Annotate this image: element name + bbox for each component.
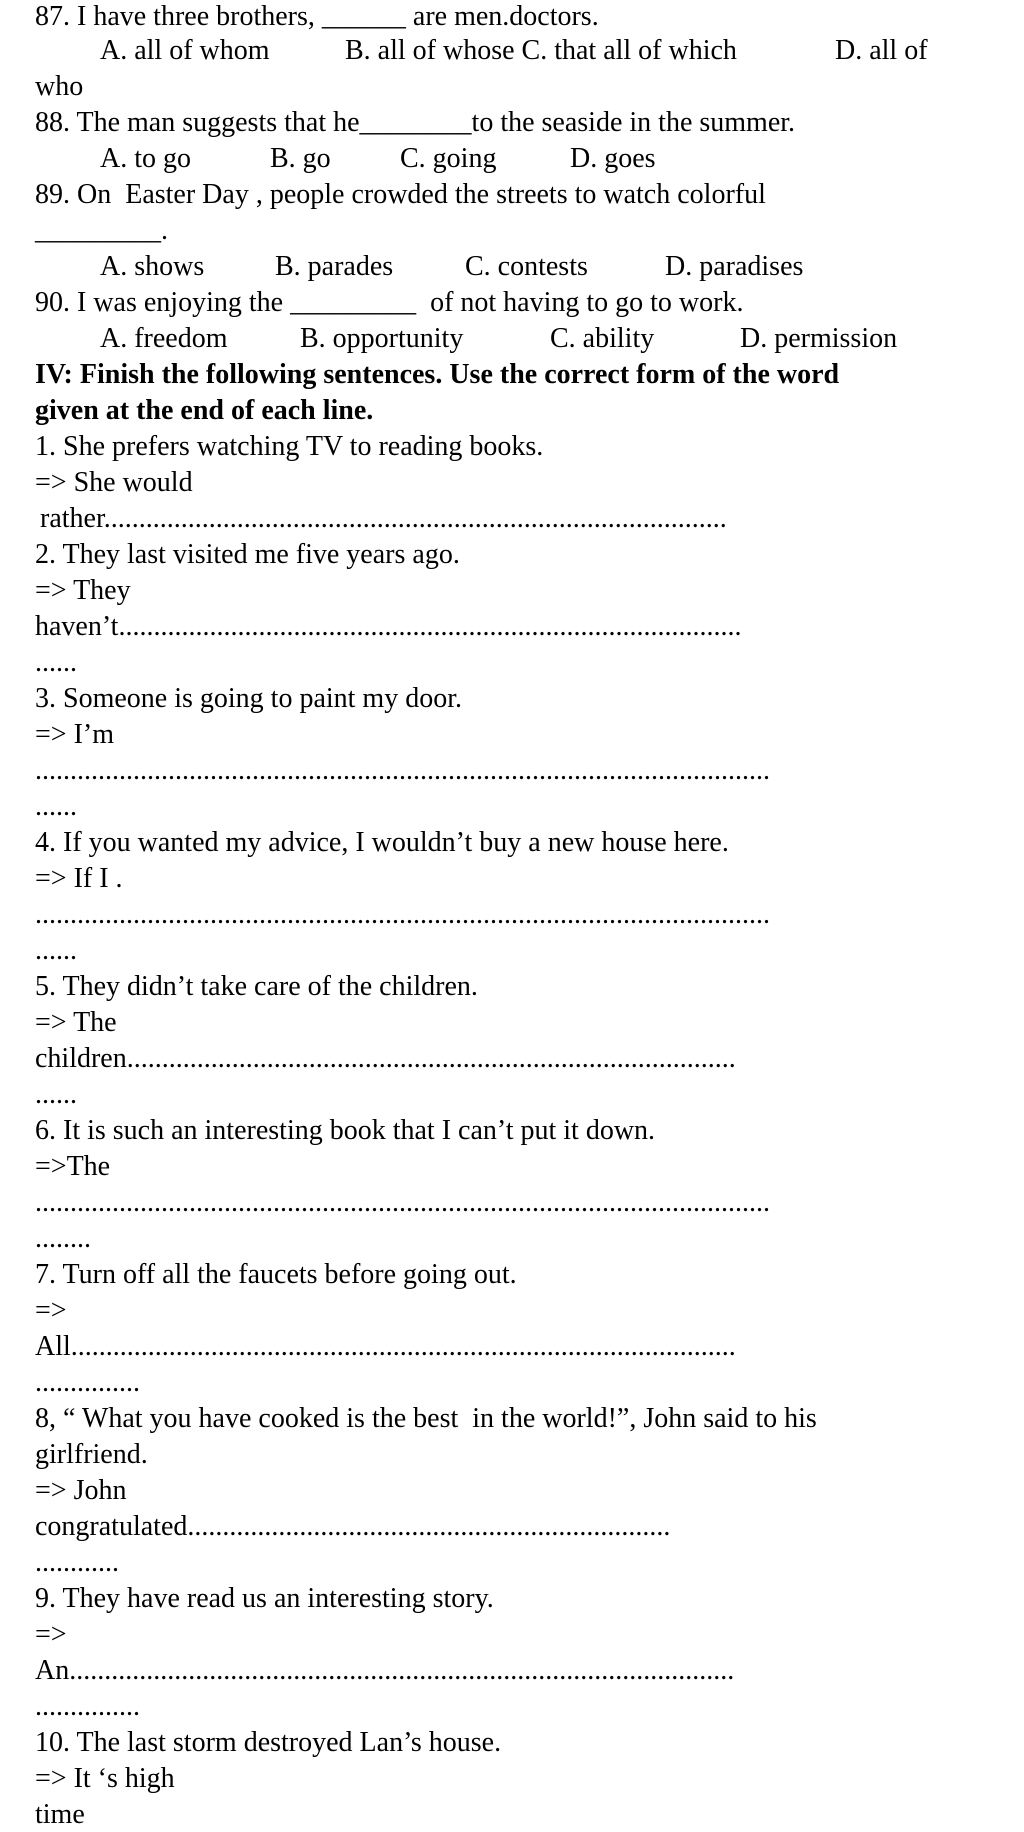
item3-prompt: => I’m (35, 719, 115, 750)
item5-answer-line: children....................................................................................... (35, 1043, 736, 1074)
item7-prompt: => (35, 1295, 67, 1326)
q89-stem: 89. On Easter Day , people crowded the streets to watch colorful (35, 179, 766, 210)
q87-option-d: D. all of (835, 35, 928, 66)
item2-prompt: => They (35, 575, 131, 606)
item9-answer-line-cont: ............... (35, 1691, 140, 1722)
item10-prompt: => It ‘s high (35, 1763, 175, 1794)
item5-sentence: 5. They didn’t take care of the children. (35, 971, 478, 1002)
q87-option-bc: B. all of whose C. that all of which (345, 35, 737, 66)
q88-stem: 88. The man suggests that he________to the seaside in the summer. (35, 107, 796, 138)
q89-blank: _________. (35, 215, 168, 246)
item9-prompt: => (35, 1619, 67, 1650)
item10-answer-cut: time (35, 1799, 85, 1830)
item1-prompt: => She would (35, 467, 193, 498)
section-heading-cont: given at the end of each line. (35, 395, 374, 426)
q89-option-b: B. parades (275, 251, 394, 282)
item6-sentence: 6. It is such an interesting book that I can’t put it down. (35, 1115, 656, 1146)
item8-answer-line: congratulated..................................................................... (35, 1511, 671, 1542)
q89-option-d: D. paradises (665, 251, 804, 282)
item8-sentence: 8, “ What you have cooked is the best in the world!”, John said to his (35, 1403, 817, 1434)
item4-answer-line: ......................................................................................................... (35, 899, 770, 930)
item10-sentence: 10. The last storm destroyed Lan’s house. (35, 1727, 502, 1758)
item3-answer-line-cont: ...... (35, 791, 77, 822)
item5-answer-line-cont: ...... (35, 1079, 77, 1110)
item9-answer-line: An............................................................................................... (35, 1655, 735, 1686)
item8-sentence-cont: girlfriend. (35, 1439, 148, 1470)
q89-option-c: C. contests (465, 251, 588, 282)
item8-prompt: => John (35, 1475, 127, 1506)
item7-answer-line: All............................................................................................... (35, 1331, 736, 1362)
q89-option-a: A. shows (100, 251, 205, 282)
item1-answer-line: rather......................................................................................... (40, 503, 727, 534)
q88-option-c: C. going (400, 143, 497, 174)
q90-option-a: A. freedom (100, 323, 228, 354)
item2-sentence: 2. They last visited me five years ago. (35, 539, 460, 570)
item4-sentence: 4. If you wanted my advice, I wouldn’t buy a new house here. (35, 827, 729, 858)
q88-option-b: B. go (270, 143, 331, 174)
q87-option-d-cont: who (35, 71, 84, 102)
item2-answer-line-cont: ...... (35, 647, 77, 678)
item6-answer-line: ......................................................................................................... (35, 1187, 770, 1218)
q90-stem: 90. I was enjoying the _________ of not having to go to work. (35, 287, 744, 318)
item8-answer-line-cont: ............ (35, 1547, 119, 1578)
q87-option-a: A. all of whom (100, 35, 270, 66)
item4-answer-line-cont: ...... (35, 935, 77, 966)
item7-answer-line-cont: ............... (35, 1367, 140, 1398)
q88-option-a: A. to go (100, 143, 191, 174)
item7-sentence: 7. Turn off all the faucets before going out. (35, 1259, 517, 1290)
item1-sentence: 1. She prefers watching TV to reading books. (35, 431, 544, 462)
q87-stem: 87. I have three brothers, ______ are men.doctors. (35, 1, 599, 32)
item6-prompt: =>The (35, 1151, 111, 1182)
q90-option-b: B. opportunity (300, 323, 464, 354)
item5-prompt: => The (35, 1007, 117, 1038)
item4-prompt: => If I . (35, 863, 123, 894)
item3-answer-line: ......................................................................................................... (35, 755, 770, 786)
q90-option-c: C. ability (550, 323, 655, 354)
item3-sentence: 3. Someone is going to paint my door. (35, 683, 462, 714)
item2-answer-line: haven’t......................................................................................... (35, 611, 742, 642)
section-heading: IV: Finish the following sentences. Use the correct form of the word (35, 359, 840, 390)
item6-answer-line-cont: ........ (35, 1223, 91, 1254)
q88-option-d: D. goes (570, 143, 656, 174)
q90-option-d: D. permission (740, 323, 898, 354)
item9-sentence: 9. They have read us an interesting story. (35, 1583, 494, 1614)
